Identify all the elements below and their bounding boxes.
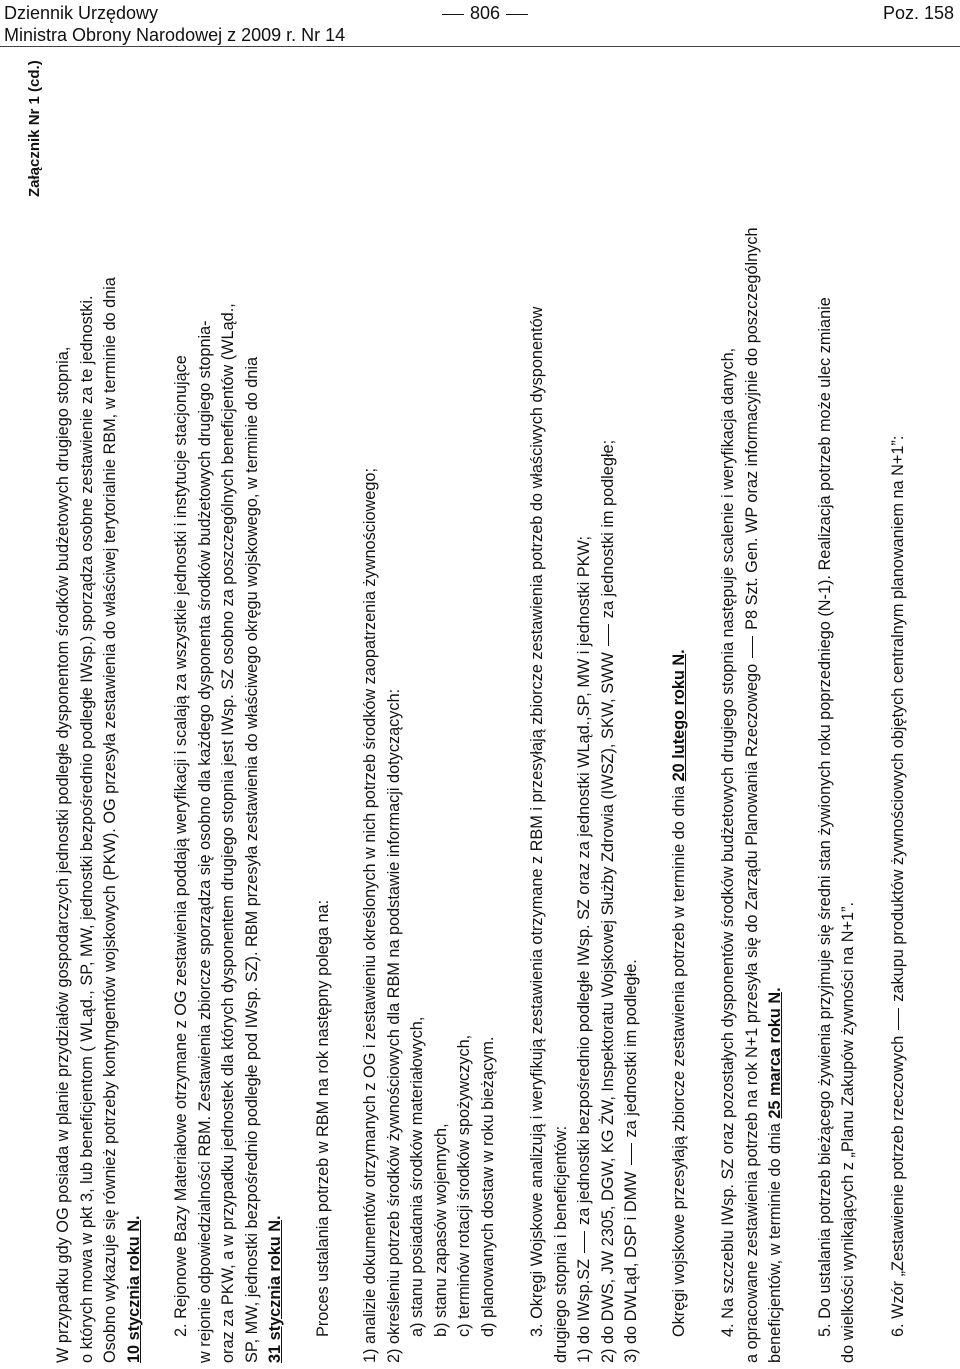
punct: .: [766, 987, 784, 992]
punct: .: [669, 649, 688, 654]
text-line: oraz za PKW, a w przypadku jednostek dla których dysponentem drugiego stopnia jest IWsp. SZ osobno za poszczególnych beneficjentów (WLąd.,: [219, 303, 237, 1363]
text: Okręgi wojskowe przesyłają zbiorcze zestawienia potrzeb w terminie do dnia: [669, 781, 688, 1337]
text: 3) do DWLąd, DSP i DMW: [622, 1171, 640, 1363]
list-subitem: d) planowanych dostaw w roku bieżącym.: [478, 1036, 497, 1337]
text: za jednostki im podległe;: [598, 439, 617, 619]
text-line: 3. Okręgi Wojskowe analizują i weryfikują zestawienia otrzymane z RBM i przesyłają zbiorcze zestawienia potrzeb do właściwych dysponentów: [528, 306, 546, 1337]
list-item: [620, 63, 644, 1363]
text-line: W przypadku gdy OG posiada w planie przydziałów gospodarczych jednostki podległe dysponentom środków budżetowych drugiego stopnia,: [54, 346, 72, 1363]
text: za jednostki bezpośrednio podległe IWsp. SZ oraz za jednostki WLąd.,SP, MW i jednostki PKW;: [575, 535, 593, 1225]
list-subitem: b) stanu zapasów wojennych,: [431, 1123, 450, 1337]
paragraph-intro: [52, 63, 146, 1363]
district-deadline-line: [668, 63, 692, 1363]
text-line: 4. Na szczeblu IWsp. SZ oraz pozostałych dysponentów środków budżetowych drugiego stopnia następuje scalenie i weryfikacja danych,: [719, 347, 737, 1337]
em-dash: [631, 1143, 632, 1165]
position-label: Poz. 158: [882, 3, 954, 23]
text: 1) do IWsp.SZ: [575, 1258, 593, 1363]
text-line: [741, 63, 765, 1363]
text-line: Osobno wykazuje się również potrzeby kontyngentów wojskowych (PKW). OG przesyła zestawienia do właściwej terytorialnie RBM, w terminie do dnia: [101, 277, 119, 1363]
text-line: 5. Do ustalania potrzeb bieżącego żywienia przyjmuje się średni stan żywionych roku poprzedniego (N-1). Realizacja potrzeb może ulec zmianie: [815, 297, 834, 1337]
text-line: o których mowa w pkt 3, lub beneficjentom ( WLąd., SP, MW, jednostki bezpośrednio podległe IWsp.) sporządza osobne zestawienie za te jednostki.: [77, 295, 96, 1363]
deadline: 10 stycznia roku N: [124, 1220, 143, 1363]
text-line: 2. Rejonowe Bazy Materiałowe otrzymane z OG zestawienia poddają weryfikacji i scalają za wszystkie jednostki i instytucje stacjonujące: [172, 355, 190, 1337]
ministry-subtitle: Ministra Obrony Narodowej z 2009 r. Nr 14: [4, 25, 346, 45]
list-item: 2) określeniu potrzeb środków żywnościowych dla RBM na podstawie informacji dotyczących:: [384, 688, 403, 1363]
list-subitem: a) stanu posiadania środków materiałowych,: [408, 1016, 426, 1337]
text-line: [887, 63, 911, 1363]
text-line: Proces ustalania potrzeb w RBM na rok następny polega na:: [313, 899, 332, 1337]
paragraph-3: [526, 63, 691, 1363]
paragraph-4: [717, 63, 788, 1363]
header-rule: [0, 46, 960, 47]
deadline-line: [264, 63, 288, 1363]
journal-title: Dziennik Urzędowy: [4, 3, 159, 23]
deadline: 31 stycznia roku N: [266, 1220, 284, 1363]
text: 2) do DWS, JW 2305, DGW, KG ŻW, Inspektoratu Wojskowej Służby Zdrowia (IWSZ), SKW, SWW: [598, 652, 617, 1363]
page-header-left: [4, 2, 345, 46]
list-item: [597, 63, 621, 1363]
text: a opracowane zestawienia potrzeb na rok N+1 przesyła się do Zarządu Planowania Rzeczowego: [742, 663, 761, 1363]
text: P8 Szt. Gen. WP oraz informacyjnie do poszczególnych: [742, 227, 761, 630]
em-dash: [752, 636, 753, 658]
list-subitem: c) terminów rotacji środków spożywczych,: [455, 1034, 473, 1337]
annex-label: Załącznik Nr 1 (cd.): [26, 60, 43, 197]
text: za jednostki im podległe.: [622, 959, 640, 1138]
process-section: [312, 63, 501, 1363]
text-line: SP, MW, jednostki bezpośrednio podległe pod IWsp. SZ). RBM przesyła zestawienia do właściwego okręgu wojskowego, w terminie do dnia: [242, 356, 261, 1363]
paragraph-5: [814, 63, 861, 1363]
em-dash: [898, 1008, 899, 1030]
list-item: 1) analizie dokumentów otrzymanych z OG i zestawieniu określonych w nich potrzeb środków zaopatrzenia żywnościowego;: [361, 468, 379, 1363]
paragraph-2: [170, 63, 288, 1363]
list-item: [573, 63, 597, 1363]
em-dash: [608, 624, 609, 646]
text: 6. Wzór „Zestawienie potrzeb rzeczowych: [888, 1035, 907, 1337]
text-line: drugiego stopnia i beneficjentów:: [551, 1125, 570, 1363]
page-number-value: 806: [470, 3, 501, 23]
punct: .: [266, 1215, 284, 1221]
page-number: [436, 2, 534, 24]
deadline: 25 marca roku N: [766, 991, 784, 1119]
dash-right: [506, 14, 528, 15]
dash-left: [442, 14, 464, 15]
text-line: do wielkości wynikających z „Planu Zakupów żywności na N+1”.: [839, 901, 857, 1363]
deadline: 20 lutego roku N: [669, 653, 688, 782]
text: zakupu produktów żywnościowych objętych centralnym planowaniem na N+1”:: [888, 435, 907, 1002]
deadline-line: [764, 63, 788, 1363]
text: beneficjentów, w terminie do dnia: [766, 1118, 784, 1363]
paragraph-6: [887, 63, 911, 1363]
rotated-page-body: [0, 51, 960, 1369]
punct: .: [124, 1215, 143, 1221]
em-dash: [584, 1231, 585, 1253]
deadline-line: [123, 63, 147, 1363]
document-content: [52, 63, 910, 1363]
text-line: w rejonie odpowiedzialności RBM. Zestawienia zbiorcze sporządza się osobno dla każdego dysponenta środków budżetowych drugiego stopnia-: [195, 320, 214, 1363]
